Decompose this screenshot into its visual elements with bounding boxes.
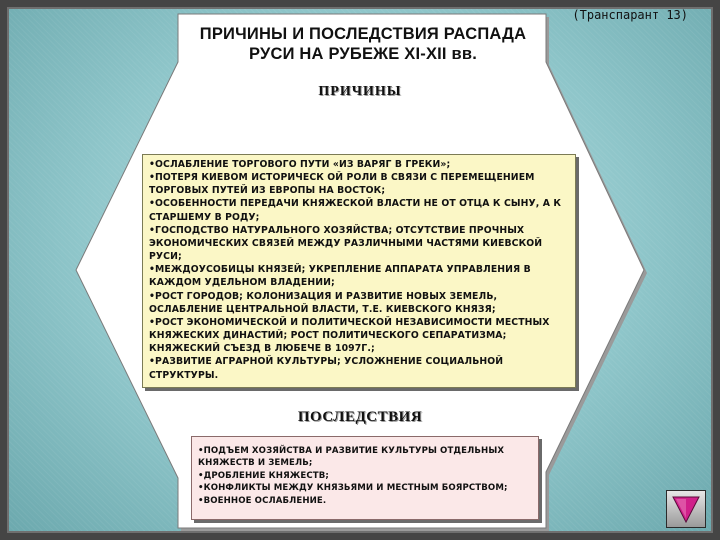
- down-triangle-icon: [667, 491, 705, 527]
- consequence-item: • ВОЕННОЕ ОСЛАБЛЕНИЕ.: [198, 495, 532, 507]
- slide-label: (Транспарант 13): [572, 8, 688, 22]
- cause-item: • РОСТ ГОРОДОВ; КОЛОНИЗАЦИЯ И РАЗВИТИЕ НОВЫХ ЗЕМЕЛЬ, ОСЛАБЛЕНИЕ ЦЕНТРАЛЬНОЙ ВЛАСТИ, Т.Е. КИЕВСКОГО КНЯЗЯ;: [149, 290, 569, 316]
- cause-item: • ГОСПОДСТВО НАТУРАЛЬНОГО ХОЗЯЙСТВА; ОТСУТСТВИЕ ПРОЧНЫХ ЭКОНОМИЧЕСКИХ СВЯЗЕЙ МЕЖДУ РАЗЛИЧНЫМИ ЧАСТЯМИ КИЕВСКОЙ РУСИ;: [149, 224, 569, 263]
- consequences-heading: ПОСЛЕДСТВИЯ: [297, 409, 423, 425]
- consequences-list: [198, 445, 532, 507]
- consequence-item: • ДРОБЛЕНИЕ КНЯЖЕСТВ;: [198, 470, 532, 482]
- consequences-box: [191, 436, 539, 520]
- cause-item: • ПОТЕРЯ КИЕВОМ ИСТОРИЧЕСК ОЙ РОЛИ В СВЯЗИ С ПЕРЕМЕЩЕНИЕМ ТОРГОВЫХ ПУТЕЙ ИЗ ЕВРОПЫ НА ВОСТОК;: [149, 171, 569, 197]
- consequence-item: • КОНФЛИКТЫ МЕЖДУ КНЯЗЬЯМИ И МЕСТНЫМ БОЯРСТВОМ;: [198, 482, 532, 494]
- next-slide-button[interactable]: [666, 490, 706, 528]
- cause-item: • ОСЛАБЛЕНИЕ ТОРГОВОГО ПУТИ «ИЗ ВАРЯГ В ГРЕКИ»;: [149, 158, 569, 171]
- consequence-item: • ПОДЪЕМ ХОЗЯЙСТВА И РАЗВИТИЕ КУЛЬТУРЫ ОТДЕЛЬНЫХ КНЯЖЕСТВ И ЗЕМЕЛЬ;: [198, 445, 532, 470]
- causes-box: [142, 154, 576, 388]
- causes-heading: ПРИЧИНЫ: [318, 84, 402, 99]
- cause-item: • МЕЖДОУСОБИЦЫ КНЯЗЕЙ; УКРЕПЛЕНИЕ АППАРАТА УПРАВЛЕНИЯ В КАЖДОМ УДЕЛЬНОМ ВЛАДЕНИИ;: [149, 263, 569, 289]
- cause-item: • РОСТ ЭКОНОМИЧЕСКОЙ И ПОЛИТИЧЕСКОЙ НЕЗАВИСИМОСТИ МЕСТНЫХ КНЯЖЕСКИХ ДИНАСТИЙ; РОСТ ПОЛИТИЧЕСКОГО СЕПАРАТИЗМА; КНЯЖЕСКИЙ СЪЕЗД В ЛЮБЕЧЕ В 1097Г.;: [149, 316, 569, 355]
- cause-item: • РАЗВИТИЕ АГРАРНОЙ КУЛЬТУРЫ; УСЛОЖНЕНИЕ СОЦИАЛЬНОЙ СТРУКТУРЫ.: [149, 355, 569, 381]
- title-line-2: РУСИ НА РУБЕЖЕ XI-XII вв.: [249, 45, 477, 63]
- page-title: [178, 24, 548, 64]
- cause-item: • ОСОБЕННОСТИ ПЕРЕДАЧИ КНЯЖЕСКОЙ ВЛАСТИ НЕ ОТ ОТЦА К СЫНУ, А К СТАРШЕМУ В РОДУ;: [149, 197, 569, 223]
- title-line-1: ПРИЧИНЫ И ПОСЛЕДСТВИЯ РАСПАДА: [199, 25, 527, 43]
- causes-list: [149, 158, 569, 382]
